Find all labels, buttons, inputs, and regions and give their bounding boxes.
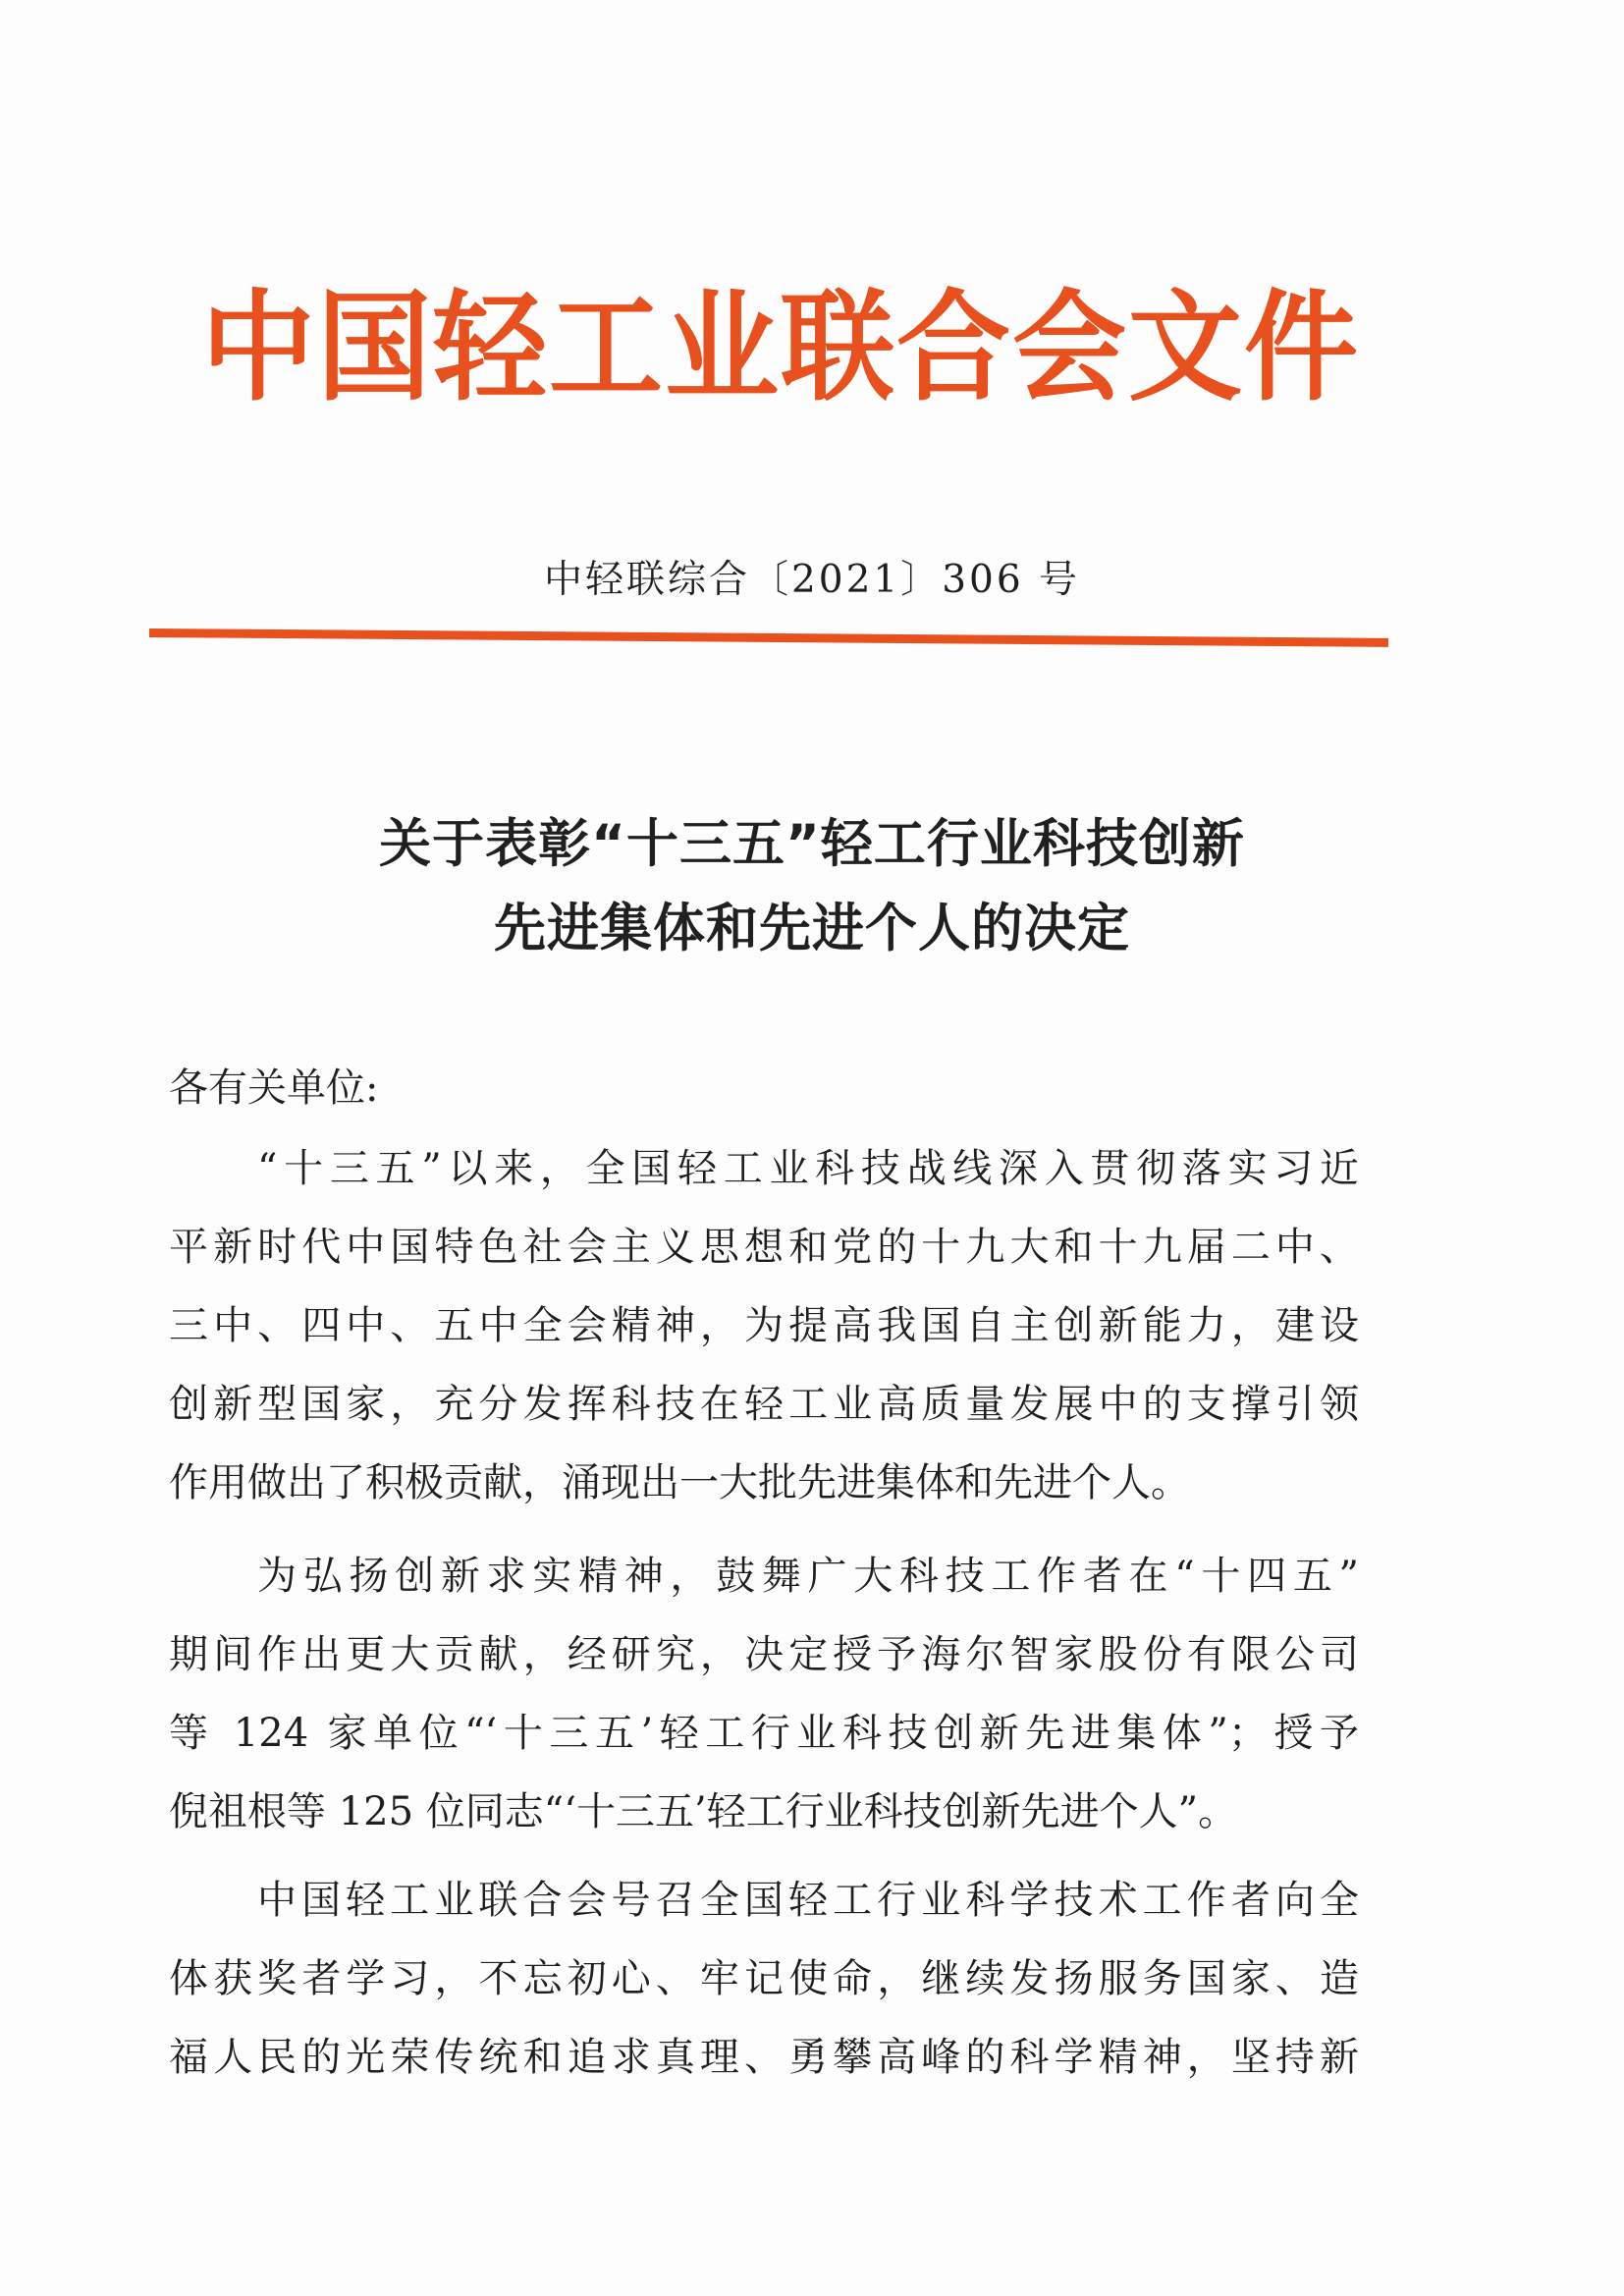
document-number: 中轻联综合〔2021〕306 号	[543, 558, 1081, 602]
masthead-title: 中国轻工业联合会文件	[201, 278, 1360, 418]
paragraph-1-line-5: 作用做出了积极贡献，涌现出一大批先进集体和先进个人。	[169, 1460, 1190, 1505]
paragraph-2-line-3: 等 124 家单位“‘十三五’轻工行业科技创新先进集体”；授予	[169, 1711, 1359, 1756]
paragraph-2-line-1: 为弘扬创新求实精神，鼓舞广大科技工作者在“十四五”	[257, 1554, 1359, 1599]
paragraph-2-line-2: 期间作出更大贡献，经研究，决定授予海尔智家股份有限公司	[169, 1632, 1359, 1677]
paragraph-1-line-3: 三中、四中、五中全会精神，为提高我国自主创新能力，建设	[169, 1303, 1359, 1348]
red-divider-rule	[149, 629, 1388, 647]
paragraph-2-line-4: 倪祖根等 125 位同志“‘十三五’轻工行业科技创新先进个人”。	[169, 1789, 1238, 1834]
paragraph-3-line-3: 福人民的光荣传统和追求真理、勇攀高峰的科学精神，坚持新	[169, 2035, 1359, 2080]
paragraph-3-line-1: 中国轻工业联合会号召全国轻工行业科学技术工作者向全	[257, 1878, 1359, 1923]
decision-title-line-1: 关于表彰“十三五”轻工行业科技创新	[379, 814, 1245, 874]
salutation: 各有关单位:	[169, 1066, 379, 1111]
paragraph-1-line-2: 平新时代中国特色社会主义思想和党的十九大和十九届二中、	[169, 1225, 1359, 1270]
decision-title-line-2: 先进集体和先进个人的决定	[494, 899, 1130, 958]
paragraph-1-line-1: “十三五”以来，全国轻工业科技战线深入贯彻落实习近	[257, 1146, 1359, 1191]
paragraph-3-line-2: 体获奖者学习，不忘初心、牢记使命，继续发扬服务国家、造	[169, 1956, 1359, 2001]
paragraph-1-line-4: 创新型国家，充分发挥科技在轻工业高质量发展中的支撑引领	[169, 1382, 1359, 1427]
